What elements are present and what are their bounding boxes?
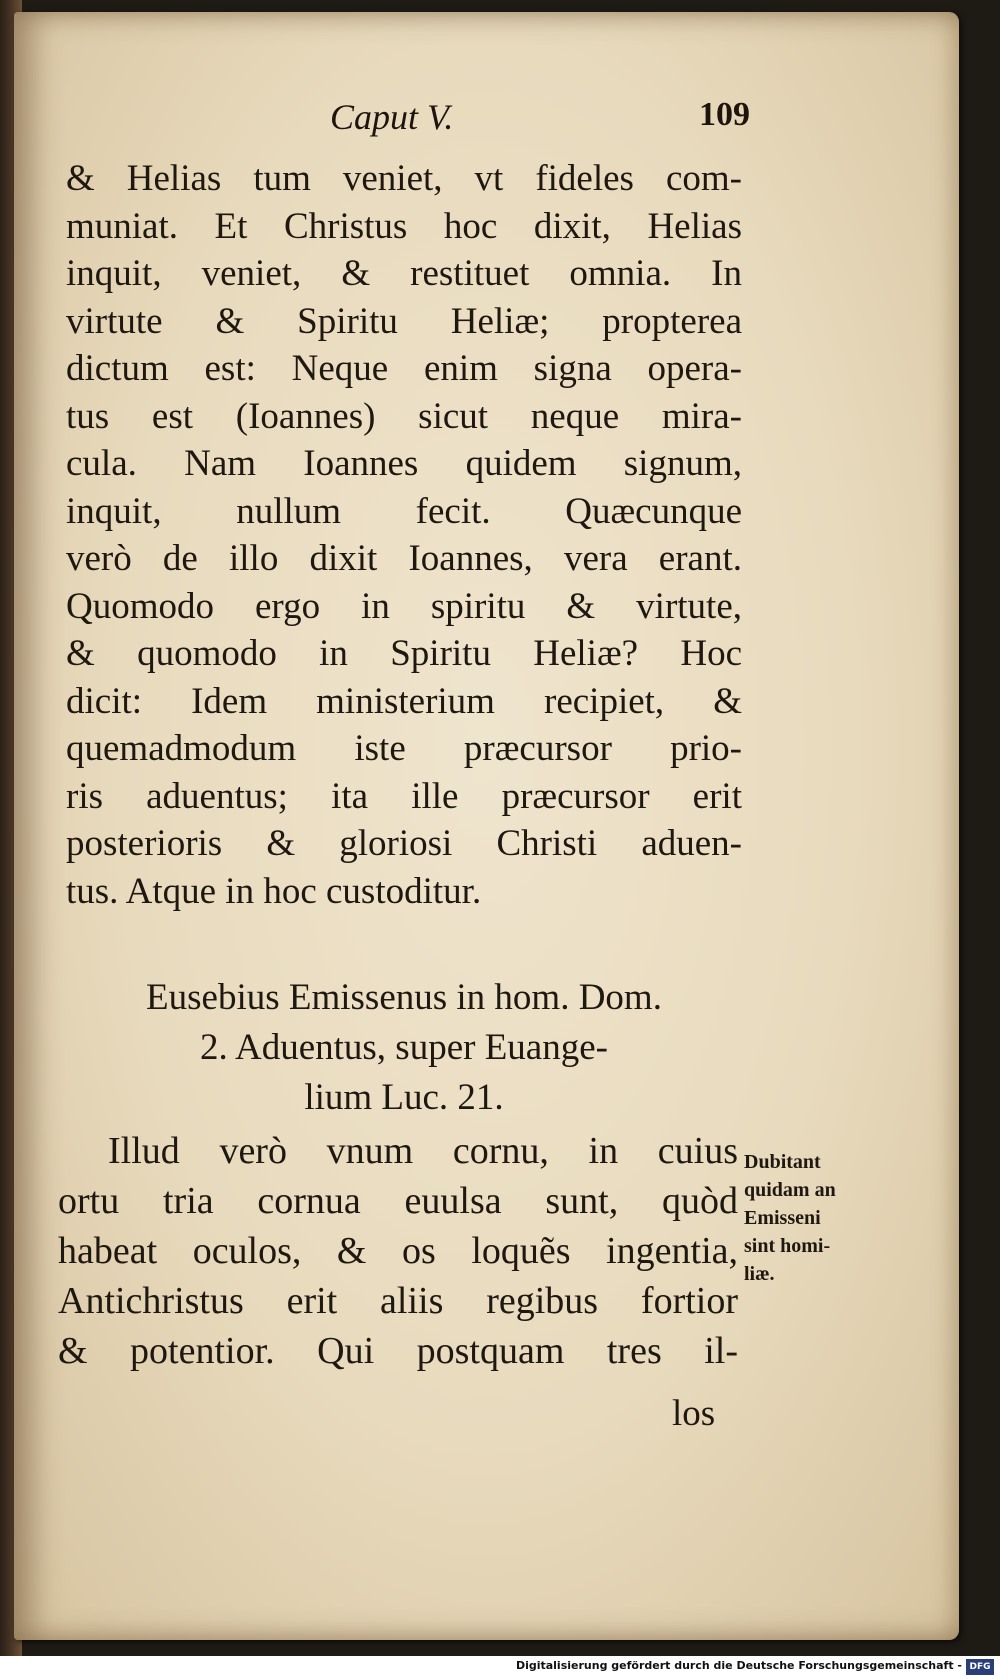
page-number: 109 (699, 96, 750, 133)
funding-credit: Digitalisierung gefördert durch die Deutsche Forschungsgemeinschaft - (515, 1659, 962, 1672)
text-line: virtute & Spiritu Heliæ; propterea (66, 300, 742, 342)
heading-line: lium Luc. 21. (304, 1077, 504, 1118)
marginal-note (744, 1148, 894, 1288)
text-line: Quomodo ergo in spiritu & virtute, (66, 585, 742, 627)
footer-bar (0, 1656, 1000, 1679)
heading-line: Eusebius Emissenus in hom. Dom. (146, 977, 662, 1018)
text-line: Illud verò vnum cornu, in cuius (108, 1130, 738, 1172)
margin-note-line: Emisseni (744, 1207, 821, 1229)
text-line: ris aduentus; ita ille præcursor erit (66, 775, 742, 817)
text-line: & Helias tum veniet, vt fideles com- (66, 158, 742, 199)
text-line: quemadmodum iste præcursor prio- (66, 728, 742, 769)
text-line: & quomodo in Spiritu Heliæ? Hoc (66, 633, 742, 674)
text-line: habeat oculos, & os loquẽs ingentia, (58, 1230, 738, 1272)
margin-note-line: liæ. (744, 1263, 775, 1285)
text-line: posterioris & gloriosi Christi aduen- (66, 823, 742, 864)
catchword: los (672, 1393, 716, 1434)
margin-note-line: Dubitant (744, 1151, 821, 1173)
text-line: dicit: Idem ministerium recipiet, & (66, 680, 742, 722)
page-header (330, 96, 750, 146)
text-line: & potentior. Qui postquam tres il- (58, 1330, 738, 1372)
margin-note-line: quidam an (744, 1179, 836, 1201)
text-line: verò de illo dixit Ioannes, vera erant. (66, 538, 742, 579)
dfg-logo-icon: DFG (966, 1659, 994, 1675)
section-heading (66, 973, 742, 1123)
text-line: tus. Atque in hoc custoditur. (66, 870, 482, 912)
text-line: tus est (Ioannes) sicut neque mira- (66, 395, 742, 437)
text-line: muniat. Et Christus hoc dixit, Helias (66, 205, 742, 247)
text-line: Antichristus erit aliis regibus fortior (58, 1280, 738, 1322)
text-line: inquit, nullum fecit. Quæcunque (66, 490, 742, 532)
body-text (66, 155, 742, 915)
text-line: cula. Nam Ioannes quidem signum, (66, 443, 742, 484)
text-line: ortu tria cornua euulsa sunt, quòd (58, 1180, 738, 1222)
heading-line: 2. Aduentus, super Euange- (200, 1027, 608, 1068)
text-line: inquit, veniet, & restituet omnia. In (66, 253, 742, 294)
running-head: Caput V. (330, 97, 454, 137)
margin-note-line: sint homi- (744, 1235, 831, 1257)
body-text-second (58, 1126, 738, 1376)
text-line: dictum est: Neque enim signa opera- (66, 348, 742, 389)
